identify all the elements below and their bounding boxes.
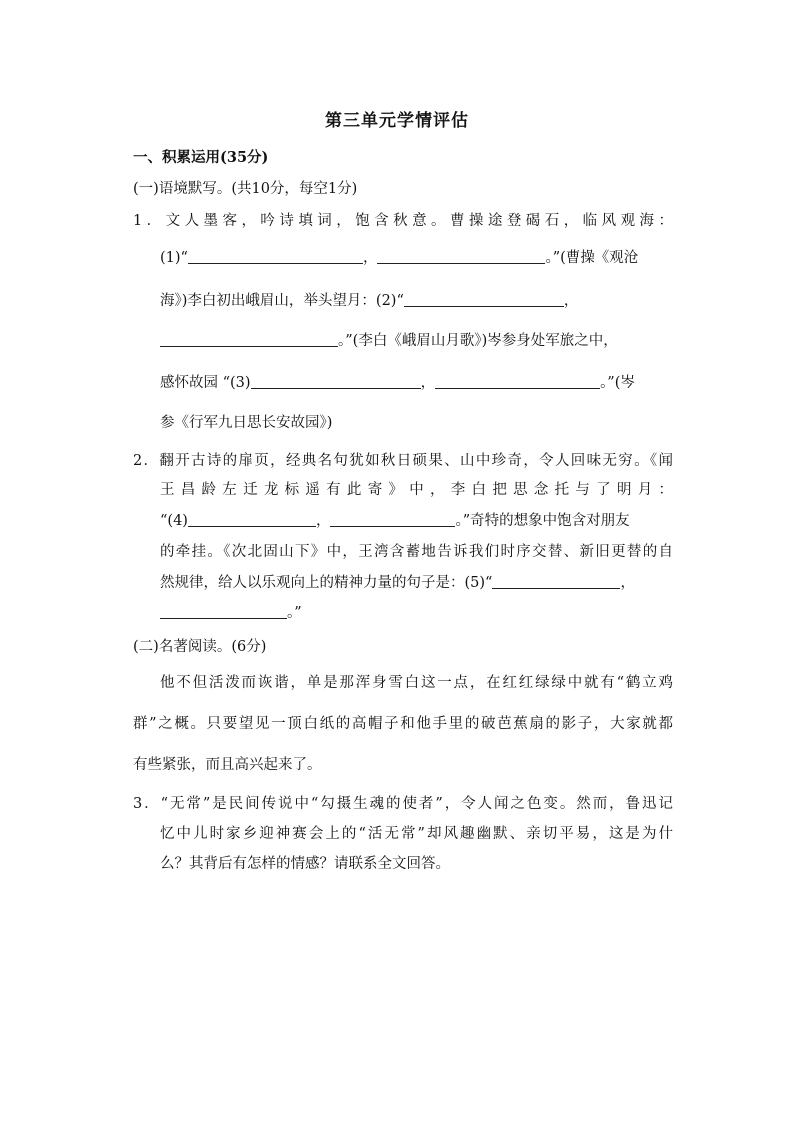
part-heading: (二)名著阅读。(6分) <box>133 639 267 655</box>
text: 。”(岑 <box>600 375 635 391</box>
question-2-line-3 <box>160 509 630 530</box>
text: ， <box>420 375 436 391</box>
text: ， <box>315 513 331 529</box>
reading-passage-line-1: 他不但活泼而诙谐，单是那浑身雪白这一点，在红红绿绿中就有“鹤立鸡 <box>160 675 673 691</box>
answer-blank-1[interactable] <box>188 248 363 264</box>
question-1-line-5 <box>160 371 635 392</box>
text: 。”(曹操《观沧 <box>545 250 639 266</box>
part-heading: (一)语境默写。(共10分，每空1分) <box>133 181 358 197</box>
question-2-text: 2．翻开古诗的扉页，经典名句犹如秋日硕果、山中珍奇，令人回味无穷。《闻 <box>133 453 673 469</box>
answer-blank-9[interactable] <box>492 573 620 589</box>
reading-passage-line-3: 有些紧张，而且高兴起来了。 <box>133 757 322 773</box>
question-2-line-6 <box>160 601 302 622</box>
text: ， <box>563 293 579 309</box>
text: 。”(李白《峨眉山月歌》)岑参身处军旅之中， <box>338 333 618 349</box>
answer-blank-7[interactable] <box>188 511 316 527</box>
question-1-line-6: 参《行军九日思长安故园》) <box>160 415 333 431</box>
question-2-line-5 <box>160 571 635 592</box>
section-heading: 一、积累运用(35分) <box>133 149 269 166</box>
question-2-line-2: 王昌龄左迁龙标遥有此寄》中，李白把思念托与了明月： <box>160 482 673 498</box>
text: “(4) <box>160 513 188 529</box>
answer-blank-2[interactable] <box>377 248 545 264</box>
question-1-text: 1．文人墨客，吟诗填词，饱含秋意。曹操途登碣石，临风观海： <box>133 213 673 229</box>
text: 。” <box>287 605 302 621</box>
answer-blank-5[interactable] <box>251 373 421 389</box>
page-title: 第三单元学情评估 <box>325 111 469 131</box>
text: ， <box>362 250 378 266</box>
question-2-line-4: 的牵挂。《次北固山下》中，王湾含蓄地告诉我们时序交替、新旧更替的自 <box>160 544 673 560</box>
text: 感怀故园 “(3) <box>160 375 251 391</box>
text: 然规律，给人以乐观向上的精神力量的句子是：(5)“ <box>160 575 493 591</box>
text: 。”奇特的想象中饱含对朋友 <box>455 513 630 529</box>
answer-blank-3[interactable] <box>404 291 564 307</box>
answer-blank-10[interactable] <box>160 603 287 619</box>
question-1-line-3 <box>160 289 578 310</box>
question-1-line-2 <box>160 246 638 267</box>
text: ， <box>620 575 635 591</box>
question-3-text: 3．“无常”是民间传说中“勾摄生魂的使者”，令人闻之色变。然而，鲁迅记 <box>133 796 673 812</box>
reading-passage-line-2: 群”之概。只要望见一顶白纸的高帽子和他手里的破芭蕉扇的影子，大家就都 <box>133 716 673 732</box>
answer-blank-4[interactable] <box>160 331 338 347</box>
question-3-line-3: 么？其背后有怎样的情感？请联系全文回答。 <box>160 856 450 872</box>
question-3-line-2: 忆中儿时家乡迎神赛会上的“活无常”却风趣幽默、亲切平易，这是为什 <box>160 826 673 842</box>
text: 海》)李白初出峨眉山，举头望月：(2)“ <box>160 293 404 309</box>
answer-blank-6[interactable] <box>435 373 600 389</box>
text: (1)“ <box>160 250 188 266</box>
answer-blank-8[interactable] <box>330 511 455 527</box>
question-1-line-4 <box>160 329 618 350</box>
